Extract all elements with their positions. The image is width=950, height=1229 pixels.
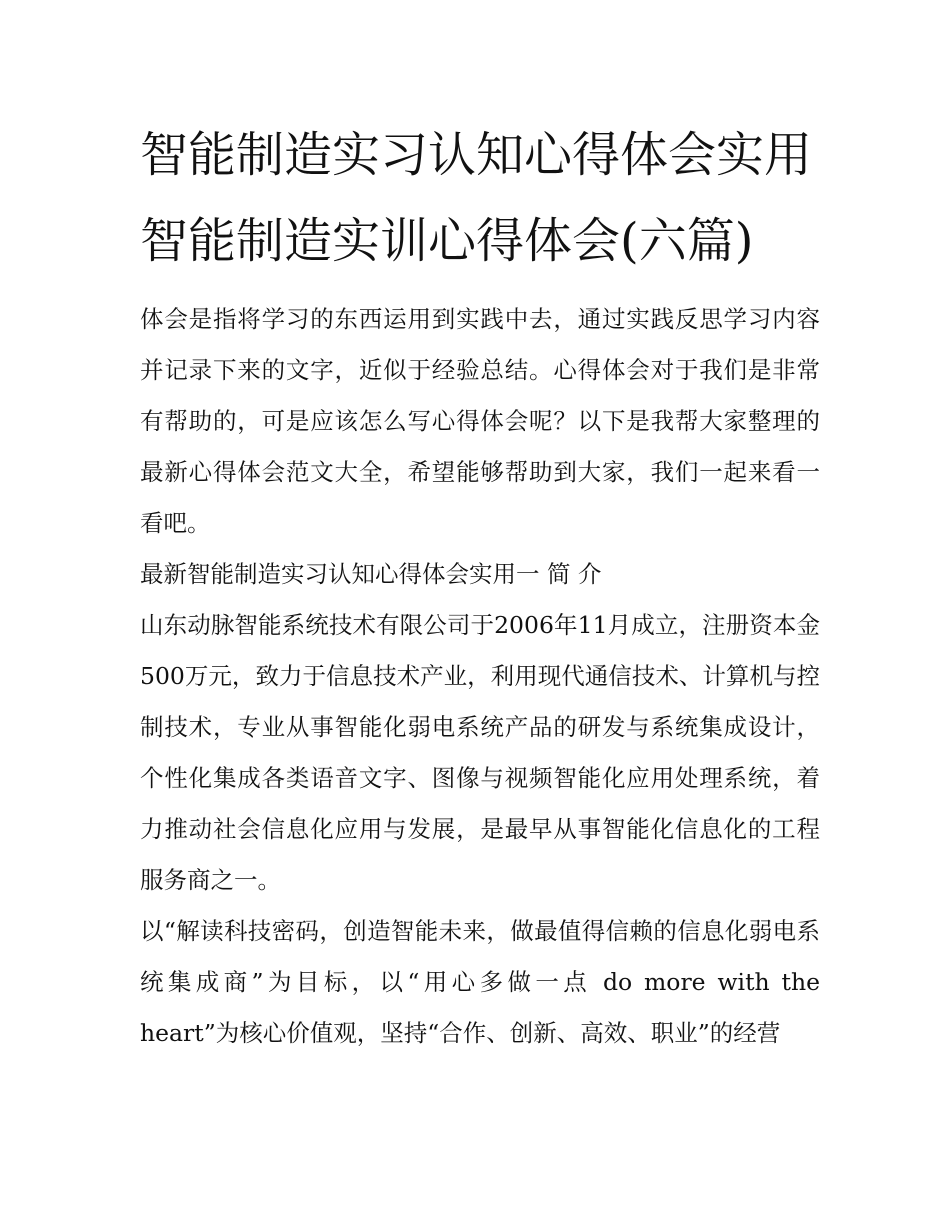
document-title: 智能制造实习认知心得体会实用 智能制造实训心得体会(六篇) — [140, 127, 813, 269]
document-page — [140, 112, 820, 1059]
company-goal-paragraph: 以“解读科技密码，创造智能未来，做最值得信赖的信息化弱电系统集成商”为目标，以“用心多做一点 do more with the heart”为核心价值观，坚持“合作、创新、高效、职业”的经营 — [140, 917, 820, 1047]
intro-paragraph: 体会是指将学习的东西运用到实践中去，通过实践反思学习内容并记录下来的文字，近似于经验总结。心得体会对于我们是非常有帮助的，可是应该怎么写心得体会呢？以下是我帮大家整理的最新心得体会范文大全，希望能够帮助到大家，我们一起来看一看吧。 — [140, 305, 820, 537]
company-intro-paragraph: 山东动脉智能系统技术有限公司于2006年11月成立，注册资本金500万元，致力于信息技术产业，利用现代通信技术、计算机与控制技术，专业从事智能化弱电系统产品的研发与系统集成设计，个性化集成各类语音文字、图像与视频智能化应用处理系统，着力推动社会信息化应用与发展，是最早从事智能化信息化的工程服务商之一。 — [140, 611, 820, 894]
section-heading: 最新智能制造实习认知心得体会实用一 简 介 — [140, 560, 602, 588]
